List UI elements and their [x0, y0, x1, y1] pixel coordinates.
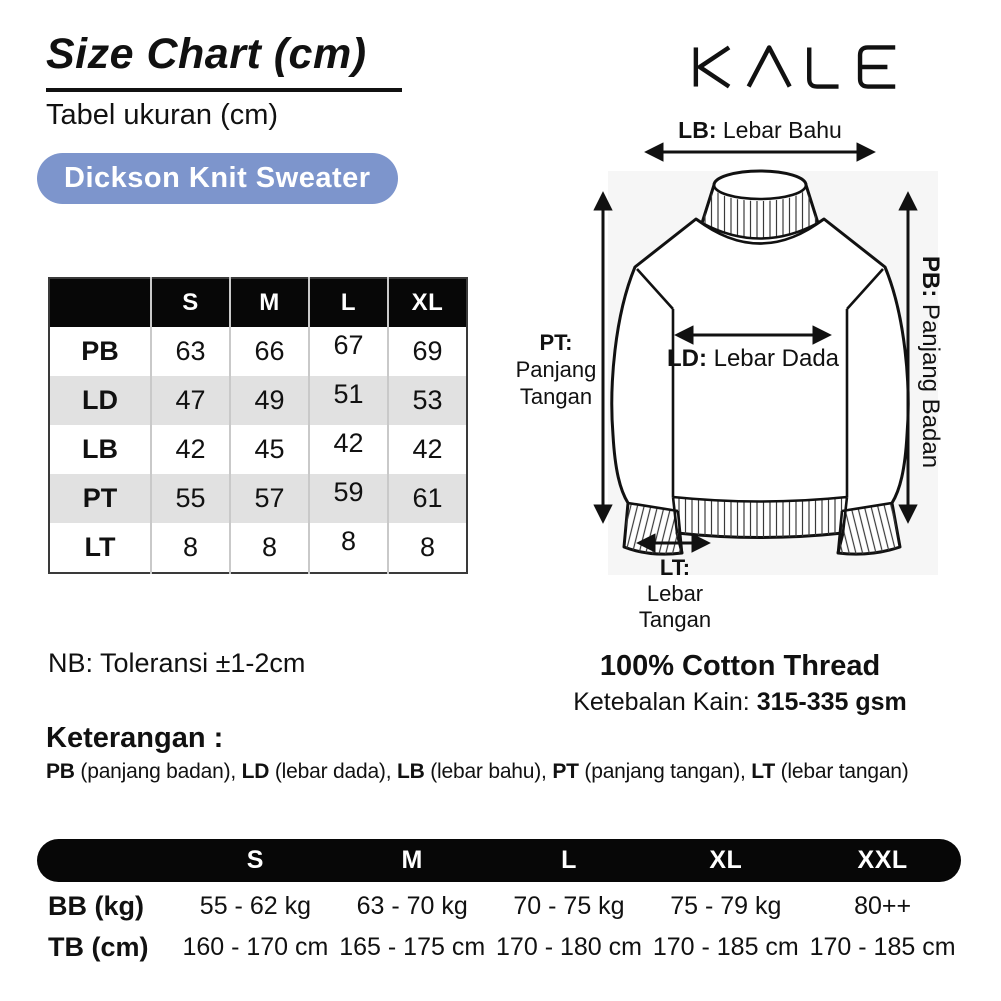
body-value-cell: 170 - 185 cm	[809, 933, 956, 961]
pt-abbr: PT:	[539, 330, 573, 355]
size-col-header-S: S	[151, 278, 230, 327]
size-row-LD	[49, 376, 467, 425]
size-value-text: 59	[333, 477, 364, 507]
legend-abbr: PT	[552, 760, 579, 783]
size-value-cell	[309, 376, 388, 425]
size-value-text: 69	[412, 336, 443, 366]
size-value-cell	[151, 474, 230, 523]
size-value-cell	[309, 523, 388, 573]
title-underline	[46, 88, 402, 92]
pt-measurement-label	[514, 329, 598, 410]
pt-line1: Panjang	[515, 357, 597, 382]
size-value-cell	[388, 474, 467, 523]
body-value-cell: 170 - 185 cm	[652, 933, 799, 961]
body-row	[37, 886, 961, 927]
lb-text: Lebar Bahu	[716, 117, 842, 143]
size-value-cell	[230, 425, 309, 474]
size-col-header-M: M	[230, 278, 309, 327]
legend-abbr: LT	[751, 760, 775, 783]
fabric-weight-line	[545, 688, 935, 717]
size-col-header-L: L	[309, 278, 388, 327]
size-value-text: 67	[333, 330, 364, 360]
size-row-LT	[49, 523, 467, 573]
size-col-header-XL: XL	[388, 278, 467, 327]
body-col-header-M: M	[401, 846, 423, 874]
ld-measurement-label	[633, 345, 873, 372]
legend-abbr: LD	[241, 760, 270, 783]
body-col-header-XL: XL	[709, 846, 743, 874]
size-value-text: 53	[412, 385, 443, 415]
lb-measurement-label	[610, 117, 910, 144]
product-name-badge: Dickson Knit Sweater	[37, 153, 398, 204]
size-value-cell	[388, 327, 467, 376]
size-value-cell	[230, 327, 309, 376]
kale-brand-logo-icon	[690, 40, 905, 94]
size-value-text: 42	[412, 434, 443, 464]
size-table-header-row	[49, 278, 467, 327]
size-row-label: LD	[82, 385, 118, 415]
size-value-cell	[151, 523, 230, 573]
ld-text: Lebar Dada	[706, 345, 840, 372]
size-value-cell	[309, 327, 388, 376]
size-value-text: 42	[333, 428, 364, 458]
size-value-cell	[388, 376, 467, 425]
size-value-text: 49	[254, 385, 285, 415]
size-value-cell	[388, 523, 467, 573]
page-subtitle: Tabel ukuran (cm)	[46, 99, 279, 131]
size-value-cell	[230, 376, 309, 425]
pb-abbr: PB:	[917, 255, 944, 298]
legend-line: PB (panjang badan), LD (lebar dada), LB (lebar bahu), PT (panjang tangan), LT (lebar tangan)	[46, 760, 909, 783]
logo-k-arms	[700, 47, 729, 86]
size-row-label: LT	[84, 532, 116, 562]
lt-abbr: LT:	[659, 555, 691, 580]
size-value-cell	[151, 425, 230, 474]
page-title: Size Chart (cm)	[46, 30, 367, 78]
size-value-text: 57	[254, 483, 285, 513]
body-value-cell: 170 - 180 cm	[496, 933, 642, 961]
body-table-rows	[37, 886, 961, 968]
body-col-header-L: L	[561, 846, 577, 874]
size-value-text: 8	[340, 526, 357, 556]
size-row-label: PT	[82, 483, 118, 513]
size-row-label: PB	[81, 336, 119, 366]
size-value-text: 55	[175, 483, 206, 513]
body-row-label: TB (cm)	[48, 932, 149, 962]
pt-line2: Tangan	[519, 384, 593, 409]
pb-text: Panjang Badan	[917, 297, 944, 469]
size-value-text: 47	[175, 385, 206, 415]
size-value-cell	[151, 327, 230, 376]
legend-title: Keterangan :	[46, 722, 224, 754]
body-table-header-bar	[37, 839, 961, 882]
legend-abbr: LB	[397, 760, 425, 783]
size-value-text: 8	[419, 532, 436, 562]
size-row-PB	[49, 327, 467, 376]
fabric-value: 315-335 gsm	[756, 688, 907, 716]
size-value-cell	[230, 474, 309, 523]
size-value-text: 45	[254, 434, 285, 464]
legend-abbr: PB	[46, 760, 75, 783]
size-value-cell	[309, 425, 388, 474]
material-name: 100% Cotton Thread	[599, 650, 881, 682]
size-value-text: 8	[182, 532, 199, 562]
body-value-cell: 70 - 75 kg	[513, 892, 625, 920]
size-value-cell	[151, 376, 230, 425]
lt-line2: Tangan	[638, 607, 712, 632]
logo-a	[749, 47, 790, 86]
size-row-PT	[49, 474, 467, 523]
size-row-LB	[49, 425, 467, 474]
size-chart-table	[48, 277, 468, 574]
size-value-text: 61	[412, 483, 443, 513]
lt-line1: Lebar	[646, 581, 704, 606]
tolerance-note: NB: Toleransi ±1-2cm	[48, 648, 306, 678]
body-row-label: BB (kg)	[48, 891, 144, 921]
size-table-corner-cell	[49, 278, 151, 327]
size-value-text: 66	[254, 336, 285, 366]
hem-rib	[673, 497, 847, 538]
sweater-measurement-diagram	[515, 105, 1001, 655]
body-col-header-S: S	[246, 846, 264, 874]
size-value-cell	[388, 425, 467, 474]
body-value-cell: 160 - 170 cm	[182, 933, 329, 961]
size-row-label: LB	[82, 434, 118, 464]
lb-abbr: LB:	[678, 117, 717, 143]
size-table-wrap	[48, 277, 468, 574]
body-value-cell: 55 - 62 kg	[199, 892, 311, 920]
body-value-cell: 165 - 175 cm	[339, 933, 486, 961]
body-value-cell: 63 - 70 kg	[356, 892, 468, 920]
size-value-text: 42	[175, 434, 206, 464]
size-value-text: 63	[175, 336, 206, 366]
lt-measurement-label	[615, 555, 735, 633]
body-row	[37, 927, 961, 968]
pb-measurement-label	[918, 197, 944, 527]
size-value-cell	[309, 474, 388, 523]
body-value-cell: 80++	[854, 892, 912, 920]
logo-e	[860, 47, 895, 86]
size-value-text: 8	[261, 532, 278, 562]
body-col-header-XXL: XXL	[857, 846, 908, 874]
size-value-cell	[230, 523, 309, 573]
size-value-text: 51	[333, 379, 364, 409]
ld-abbr: LD:	[666, 345, 707, 372]
logo-l	[809, 47, 838, 86]
fabric-label: Ketebalan Kain:	[573, 688, 757, 716]
body-value-cell: 75 - 79 kg	[670, 892, 782, 920]
